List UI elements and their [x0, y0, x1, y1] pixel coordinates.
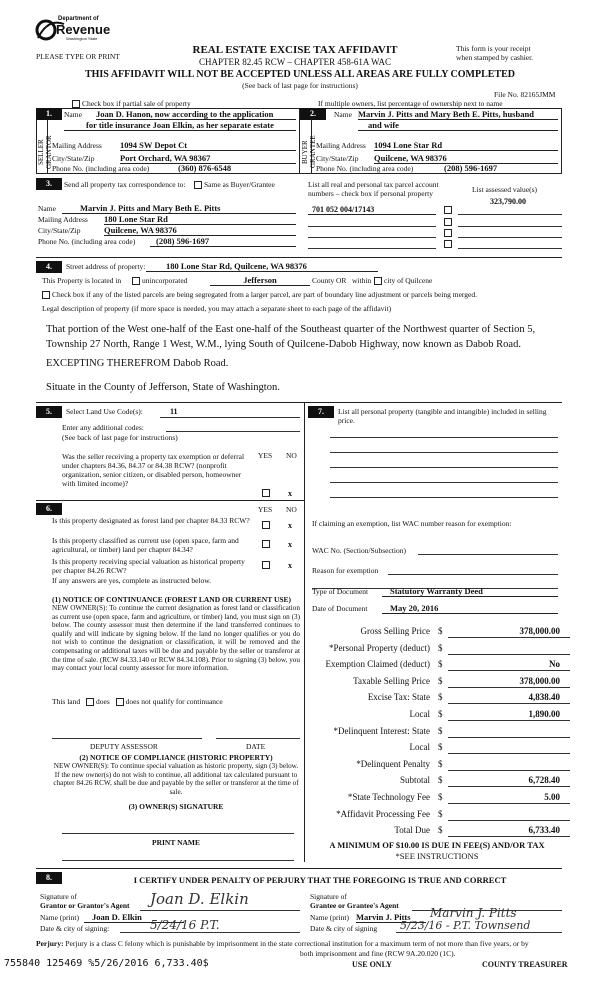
legal-description-1: That portion of the West one-half of the East one-half of the Southeast quarter of the Northwest quarter of Section 5, Township 27 North, Range 1 West, W.M., lying South of Quilcene-Dabob Highway, now known as Dabob Road. — [46, 324, 536, 350]
notice-continuance-title: (1) NOTICE OF CONTINUANCE (FOREST LAND OR CURRENT USE) — [52, 595, 292, 604]
fee-currency: $ — [438, 775, 443, 786]
grantor-date-label: Date & city of signing: — [40, 924, 110, 933]
fee-value[interactable]: 5.00 — [544, 792, 560, 802]
reason-label: Reason for exemption — [312, 566, 379, 575]
fee-label: Local — [409, 742, 430, 753]
q6-no-header: NO — [286, 505, 297, 514]
q5-yes-header: YES — [258, 451, 273, 460]
receipt-note-2: when stamped by cashier. — [456, 53, 534, 62]
fee-currency: $ — [438, 659, 443, 670]
segregated-check[interactable] — [42, 290, 477, 299]
fee-currency: $ — [438, 742, 443, 753]
doc-type[interactable]: Statutory Warranty Deed — [382, 586, 558, 597]
doc-date-label: Date of Document — [312, 604, 368, 613]
form-warning: THIS AFFIDAVIT WILL NOT BE ACCEPTED UNLESS ALL AREAS ARE FULLY COMPLETED — [84, 69, 516, 80]
parcel-number[interactable]: 701 052 004/17143 — [308, 205, 436, 215]
fee-value[interactable]: 378,000.00 — [519, 675, 560, 686]
fee-row — [320, 792, 570, 806]
corr-name[interactable]: Marvin J. Pitts and Mary Beth E. Pitts — [62, 203, 296, 214]
land-use-label: Select Land Use Code(s): — [66, 407, 143, 416]
q6-yes-header: YES — [258, 505, 273, 514]
fee-row — [320, 676, 570, 690]
buyer-name-label: Name — [334, 110, 352, 119]
fee-value[interactable]: 6,733.40 — [528, 825, 560, 836]
fee-currency: $ — [438, 642, 443, 653]
does-label: does — [96, 697, 110, 706]
seller-name-label: Name — [64, 110, 82, 119]
q6-3-answer[interactable]: x — [288, 561, 292, 570]
fee-currency: $ — [438, 825, 443, 836]
exemption-claim-label: If claiming an exemption, list WAC number reason for exemption: — [312, 519, 512, 528]
fee-row — [320, 643, 570, 657]
cashier-stamp: 755840 125469 %5/26/2016 6,733.40$ — [4, 958, 209, 969]
unincorporated-label: unincorporated — [142, 276, 188, 285]
this-land-row — [52, 697, 223, 706]
parcel-personal-checkbox-3[interactable] — [444, 229, 452, 237]
see-back-note: (See back of last page for instructions) — [242, 81, 358, 90]
fee-label: Excise Tax: State — [367, 692, 430, 703]
perjury-text: Perjury is a class C felony which is punishable by imprisonment in the state correctional institution for a maximum term of not more than five years, or by — [65, 939, 529, 948]
logo-name: Revenue — [56, 22, 111, 37]
corr-mail[interactable]: 180 Lone Star Rd — [104, 214, 296, 225]
seller-city-label: City/State/Zip — [52, 154, 95, 163]
grantee-sig-label-2: Grantee or Grantee's Agent — [310, 901, 399, 910]
seller-name-2[interactable]: for title insurance Joan Elkin, as her separate estate — [64, 120, 296, 131]
q5-yes-checkbox[interactable] — [262, 489, 270, 497]
notice-continuance-body: NEW OWNER(S): To continue the current designation as forest land or classification as current use (open space, farm and agriculture, or timber) land, you must sign on (3) below. The county assessor must then determine if the land transferred continues to qualify and will indicate by signing below. If the land no longer qualifies or you do not wish to continue the designation or classification, it will be removed and the compensating or additional taxes will be due and payable by the seller or transferor at the time of sale. (RCW 84.33.140 or RCW 84.34.108). Prior to signing (3) below, you may contact your local county assessor for more information. — [52, 604, 300, 673]
fee-currency: $ — [438, 725, 443, 736]
section-3-tag: 3. — [36, 178, 62, 190]
buyer-name-2[interactable]: and wife — [358, 120, 558, 131]
fee-row — [320, 742, 570, 756]
fee-label: *Affidavit Processing Fee — [336, 808, 430, 819]
file-number: File No. 82165JMM — [494, 90, 556, 99]
legal-description-3: Situate in the County of Jefferson, State of Washington. — [46, 382, 280, 393]
notice-compliance-title: (2) NOTICE OF COMPLIANCE (HISTORIC PROPERTY) — [79, 753, 273, 762]
parcel-personal-checkbox-1[interactable] — [444, 206, 452, 214]
fee-label: *Personal Property (deduct) — [329, 642, 430, 653]
fee-row — [320, 825, 570, 839]
q6-1-yes-checkbox[interactable] — [262, 521, 270, 529]
logo-dept: Department of — [58, 16, 99, 22]
fee-value[interactable]: 6,728.40 — [528, 775, 560, 786]
unincorporated-checkbox[interactable] — [132, 277, 140, 285]
see-instructions: *SEE INSTRUCTIONS — [395, 851, 479, 861]
grantee-sig-label-1: Signature of — [310, 892, 347, 901]
fee-value[interactable]: 1,890.00 — [528, 709, 560, 719]
grantee-date-label: Date & city of signing — [310, 924, 378, 933]
fee-label: Subtotal — [399, 775, 430, 786]
does-checkbox[interactable] — [86, 698, 94, 706]
fee-currency: $ — [438, 709, 443, 719]
buyer-side-label: BUYER GRANTEE — [301, 135, 317, 169]
owner-signature-label: (3) OWNER(S) SIGNATURE — [128, 802, 224, 811]
seller-side-label: SELLER GRANTOR — [37, 135, 53, 169]
grantor-signature: Joan D. Elkin — [150, 890, 249, 908]
section-7-tag: 7. — [308, 406, 334, 418]
city-of-check[interactable] — [374, 276, 432, 285]
parcel-header-1: List all real and personal tax parcel account — [308, 180, 439, 189]
fee-row — [320, 775, 570, 789]
seller-phone-label: Phone No. (including area code) — [52, 164, 150, 173]
perjury-label: Perjury: — [36, 939, 64, 948]
minimum-due-note: A MINIMUM OF $10.00 IS DUE IN FEE(S) AND/OR TAX — [329, 840, 545, 850]
current-use-question: Is this property classified as current use (open space, farm and agricultural, or timber) land per chapter 84.34? — [52, 536, 239, 554]
q5-no-header: NO — [286, 451, 297, 460]
does-not-label: does not qualify for continuance — [125, 697, 223, 706]
grantee-date-city: 5/23/16 - P.T. Townsend — [400, 919, 531, 932]
segregated-label: Check box if any of the listed parcels are being segregated from a larger parcel, are part of boundary line adjustment or parcels being merged. — [52, 290, 477, 299]
fee-currency: $ — [438, 808, 443, 819]
dor-logo — [34, 12, 111, 46]
fee-value[interactable]: 378,000.00 — [519, 626, 560, 636]
county-or: County OR — [312, 276, 347, 285]
corr-phone[interactable]: (208) 596-1697 — [150, 236, 296, 247]
seller-city[interactable]: Port Orchard, WA 98367 — [120, 153, 296, 164]
partial-sale-check[interactable] — [72, 99, 191, 108]
fee-label: Gross Selling Price — [360, 626, 430, 636]
legal-label: Legal description of property (if more space is needed, you may attach a separate sheet to each page of the affidavit) — [42, 304, 392, 313]
q6-3-yes-checkbox[interactable] — [262, 561, 270, 569]
q6-2-yes-checkbox[interactable] — [262, 540, 270, 548]
street-label: Street address of property: — [66, 262, 146, 271]
partial-sale-label: Check box if partial sale of property — [82, 99, 191, 108]
grantor-name[interactable]: Joan D. Elkin — [84, 912, 184, 923]
corr-city[interactable]: Quilcene, WA 98376 — [104, 225, 296, 236]
buyer-phone[interactable]: (208) 596-1697 — [444, 163, 558, 174]
fee-currency: $ — [438, 692, 443, 703]
fee-value[interactable]: No — [549, 659, 560, 670]
logo-state: Washington State — [66, 36, 98, 41]
corr-city-label: City/State/Zip — [38, 226, 81, 235]
certify-statement: I CERTIFY UNDER PENALTY OF PERJURY THAT THE FOREGOING IS TRUE AND CORRECT — [133, 875, 507, 885]
fee-label: *Delinquent Penalty — [356, 758, 430, 769]
if-yes-note: If any answers are yes, complete as instructed below. — [52, 576, 212, 585]
fee-currency: $ — [438, 792, 443, 802]
deputy-assessor-label: DEPUTY ASSESSOR — [90, 742, 158, 751]
this-land-label: This land — [52, 697, 81, 706]
grantor-sig-label-2: Grantor or Grantor's Agent — [40, 901, 130, 910]
corr-phone-label: Phone No. (including area code) — [38, 237, 136, 246]
fee-row — [320, 759, 570, 773]
receipt-note-1: This form is your receipt — [456, 44, 531, 53]
buyer-phone-label: Phone No. (including area code) — [316, 164, 414, 173]
same-as-buyer-checkbox[interactable] — [194, 181, 202, 189]
fee-value[interactable]: 4,838.40 — [528, 692, 560, 703]
city-of-label: city of Quilcene — [384, 276, 433, 285]
parcel-personal-checkbox-2[interactable] — [444, 218, 452, 226]
buyer-city-label: City/State/Zip — [316, 154, 359, 163]
fee-row — [320, 659, 570, 673]
fee-label: *Delinquent Interest: State — [333, 725, 430, 736]
additional-codes-label: Enter any additional codes: — [62, 423, 144, 432]
fee-row — [320, 692, 570, 706]
perjury-notice — [36, 939, 562, 948]
forest-question: Is this property designated as forest land per chapter 84.33 RCW? — [52, 516, 250, 525]
doc-date[interactable]: May 20, 2016 — [382, 603, 558, 614]
same-as-buyer-label: Same as Buyer/Grantee — [204, 180, 275, 189]
land-use-code[interactable]: 11 — [170, 407, 178, 416]
section-4-tag: 4. — [36, 261, 62, 273]
assessed-value[interactable]: 323,790.00 — [490, 197, 526, 206]
additional-see-back: (See back of last page for instructions) — [62, 433, 178, 442]
fee-currency: $ — [438, 675, 443, 686]
within-label: within — [352, 276, 372, 285]
property-county[interactable]: Jefferson — [210, 275, 310, 286]
buyer-mail-label: Mailing Address — [316, 141, 366, 150]
segregated-checkbox[interactable] — [42, 291, 50, 299]
please-type: PLEASE TYPE OR PRINT — [36, 52, 120, 61]
fee-label: Local — [409, 709, 430, 719]
fee-row — [320, 709, 570, 723]
fee-row — [320, 726, 570, 740]
seller-mail[interactable]: 1094 SW Depot Ct — [120, 140, 296, 151]
notice-compliance-body: NEW OWNER(S): To continue special valuation as historic property, sign (3) below. If the new owner(s) do not wish to continue, all additional tax calculated pursuant to chapter 84.26 RCW, shall be due and payable by the seller or transferor at the time of sale. — [53, 762, 299, 796]
use-only-label: USE ONLY — [352, 960, 392, 969]
grantee-name[interactable]: Marvin J. Pitts — [356, 912, 426, 923]
exemption-question: Was the seller receiving a property tax exemption or deferral under chapters 84.36, 84.37 or 84.38 RCW? (nonprofit organization, senior citizen, or disabled person, homeowner with limited income)? — [62, 452, 245, 488]
city-of-checkbox[interactable] — [374, 277, 382, 285]
fee-currency: $ — [438, 626, 443, 636]
grantee-name-label: Name (print) — [310, 913, 349, 922]
assessed-header: List assessed value(s) — [472, 185, 537, 194]
section-2-tag: 2. — [300, 108, 326, 120]
q6-1-answer[interactable]: x — [288, 521, 292, 530]
buyer-city[interactable]: Quilcene, WA 98376 — [374, 153, 558, 164]
fee-row — [320, 809, 570, 823]
corr-name-label: Name — [38, 204, 56, 213]
personal-property-label: List all personal property (tangible and intangible) included in selling price. — [338, 407, 547, 425]
grantor-date-city: 5/24/16 P.T. — [150, 918, 220, 932]
section-8-tag: 8. — [36, 872, 62, 884]
fee-currency: $ — [438, 758, 443, 769]
form-chapter: CHAPTER 82.45 RCW – CHAPTER 458-61A WAC — [199, 57, 391, 67]
correspondence-label: Send all property tax correspondence to: — [64, 180, 186, 189]
legal-description-2: EXCEPTING THEREFROM Dabob Road. — [46, 358, 229, 369]
wac-label: WAC No. (Section/Subsection) — [312, 546, 406, 555]
fee-label: Total Due — [394, 825, 430, 836]
grantor-name-label: Name (print) — [40, 913, 79, 922]
section-5-tag: 5. — [36, 406, 62, 418]
county-treasurer-label: COUNTY TREASURER — [482, 960, 568, 969]
section-1-tag: 1. — [36, 108, 62, 120]
q5-answer[interactable]: x — [288, 489, 292, 498]
property-street[interactable]: 180 Lone Star Rd, Quilcene, WA 98376 — [146, 261, 378, 272]
seller-phone[interactable]: (360) 876-6548 — [178, 163, 296, 174]
same-as-buyer[interactable] — [194, 180, 275, 189]
q6-2-answer[interactable]: x — [288, 540, 292, 549]
buyer-mail[interactable]: 1094 Lone Star Rd — [374, 140, 558, 151]
historic-question: Is this property receiving special valuation as historical property per chapter 84.26 RCW? — [52, 557, 245, 575]
perjury-text-2: both imprisonment and fine (RCW 9A.20.020 (1C). — [300, 949, 456, 958]
parcel-header-2: numbers – check box if personal property — [308, 189, 433, 198]
doc-type-label: Type of Document — [312, 587, 369, 596]
located-label: This Property is located in — [42, 276, 122, 285]
does-not-checkbox[interactable] — [116, 698, 124, 706]
grantee-signature: Marvin J. Pitts — [430, 906, 517, 920]
fee-row — [320, 626, 570, 640]
fee-label: Exemption Claimed (deduct) — [325, 659, 430, 670]
corr-mail-label: Mailing Address — [38, 215, 88, 224]
seller-name[interactable]: Joan D. Hanon, now according to the application — [96, 109, 296, 120]
grantor-sig-label-1: Signature of — [40, 892, 77, 901]
print-name-label: PRINT NAME — [152, 838, 200, 847]
buyer-name[interactable]: Marvin J. Pitts and Mary Beth E. Pitts, husband — [358, 109, 558, 120]
fee-label: *State Technology Fee — [347, 792, 430, 802]
seller-mail-label: Mailing Address — [52, 141, 102, 150]
assessor-date-label: DATE — [246, 742, 266, 751]
form-title: REAL ESTATE EXCISE TAX AFFIDAVIT — [192, 44, 398, 56]
fee-label: Taxable Selling Price — [353, 675, 430, 686]
section-6-tag: 6. — [36, 503, 62, 515]
multiple-owners-note: If multiple owners, list percentage of ownership next to name — [318, 99, 503, 108]
parcel-personal-checkbox-4[interactable] — [444, 240, 452, 248]
unincorporated-check[interactable] — [132, 276, 187, 285]
